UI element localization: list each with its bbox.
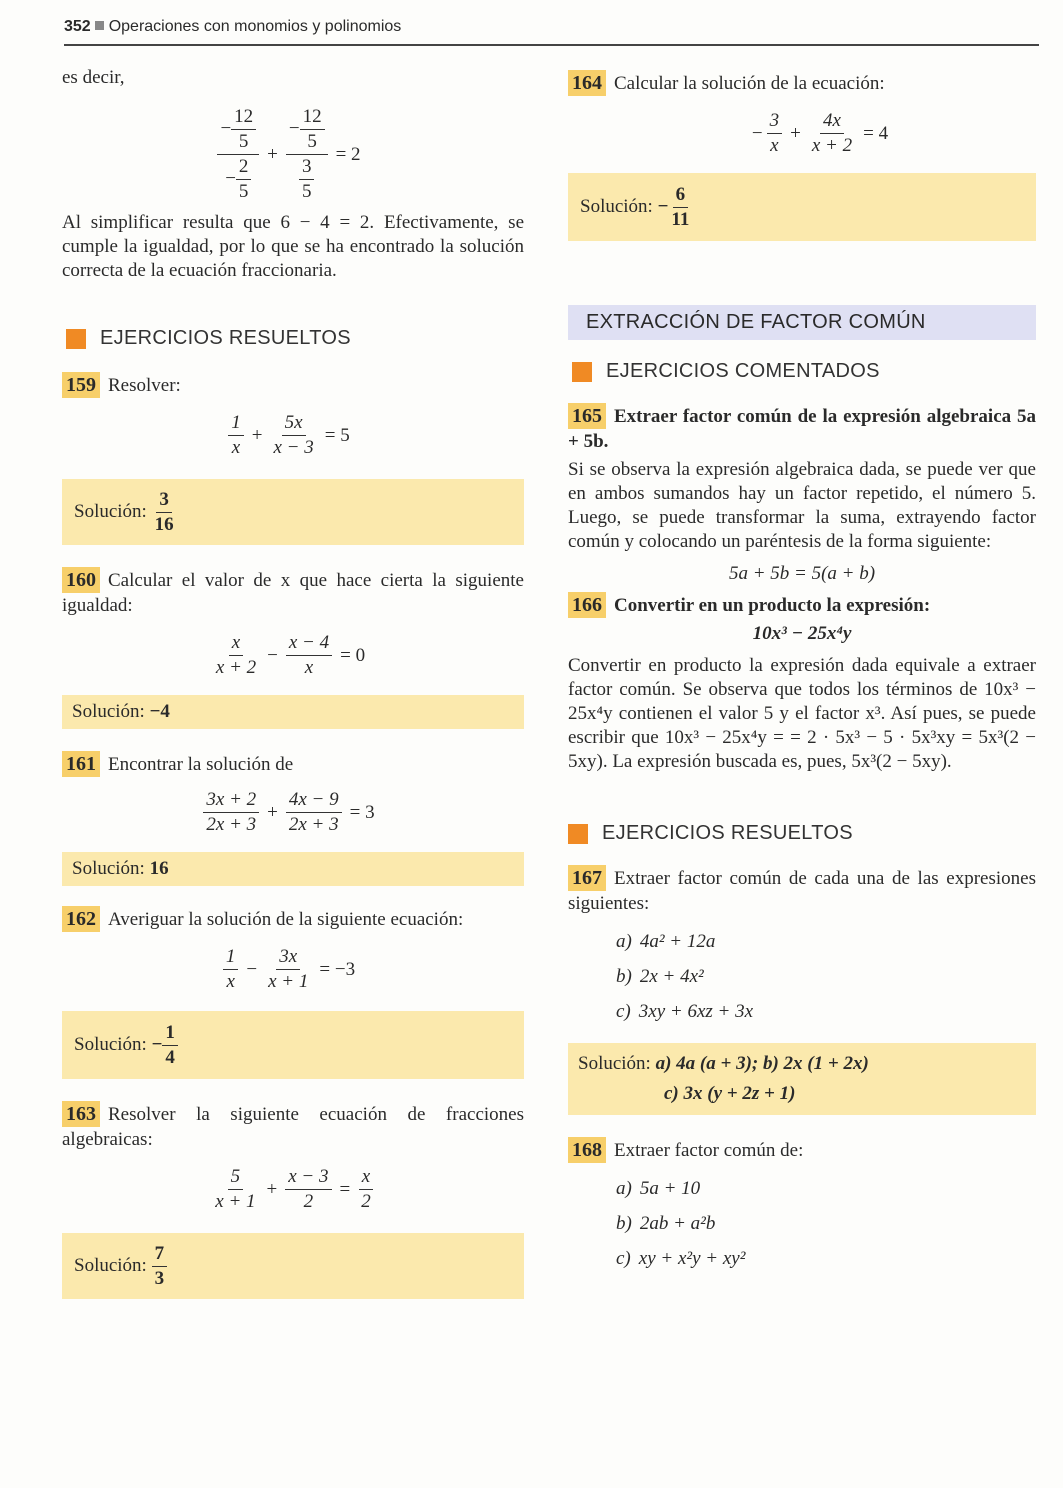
- list-item: a) 5a + 10: [616, 1178, 701, 1199]
- solution-162: Solución: − $\frac{1}{4}$: [62, 1011, 524, 1079]
- exercise-159: 159 Resolver:: [62, 372, 524, 398]
- exercise-168: 168 Extraer factor común de:: [568, 1137, 1036, 1163]
- exercise-165: 165 Extraer factor común de la expresión algebraica 5a + 5b.: [568, 405, 1036, 452]
- exercise-167-items: [616, 924, 1036, 1029]
- simplify-text: Al simplificar resulta que 6 − 4 = 2. Efectivamente, se cumple la igualdad, por lo que se ha encontrado la solución correcta de la ecuación fraccionaria.: [62, 212, 524, 281]
- equation-160: x x + 2 − $\frac{x - 4}{x}$ = 0: [215, 632, 366, 678]
- equation-163: 5 x + 1 + $\frac{x - 3}{2}$ = $\frac{x}{2}$: [62, 1166, 524, 1213]
- solution-163: Solución: 7 3: [62, 1233, 524, 1299]
- section-heading-resueltos: EJERCICIOS RESUELTOS: [66, 327, 524, 350]
- exercise-165-result: 5a + 5b = 5(a + b): [728, 563, 876, 584]
- verification-equation: − $\frac{12}{5}$ − $\frac{2}{5}$ + − $\frac{12}{5}$ $\frac{3}{5}$ = 2: [62, 106, 524, 203]
- exercise-number: 161: [62, 751, 100, 777]
- solution-159: Solución: 3 16: [62, 479, 524, 545]
- solution-160: Solución: −4: [62, 695, 524, 729]
- list-item: a) 4a² + 12a: [616, 931, 716, 952]
- left-column: [62, 60, 524, 1299]
- exercise-163: 163 Resolver la siguiente ecuación de fracciones algebraicas:: [62, 1103, 524, 1150]
- exercise-160: 160 Calcular el valor de x que hace cierta la siguiente igualdad:: [62, 569, 524, 616]
- equation-161: 3x + 2 2x + 3 + $\frac{4x - 9}{2x + 3}$ = 3: [62, 789, 524, 836]
- orange-square-icon: [66, 329, 86, 349]
- list-item: b) 2x + 4x²: [616, 966, 704, 987]
- exercise-number: 165: [568, 403, 606, 429]
- list-item: c) 3xy + 6xz + 3x: [616, 1001, 754, 1022]
- exercise-number: 167: [568, 865, 606, 891]
- exercise-number: 162: [62, 906, 100, 932]
- intro-text: es decir,: [62, 67, 125, 88]
- exercise-165-body: Si se observa la expresión algebraica dada, se puede ver que en ambos sumandos hay un factor repetido, el número 5. Luego, se puede transformar la suma, extrayendo factor común y colocando un paréntesis de la forma siguiente:: [568, 459, 1036, 552]
- section-heading-comentados: EJERCICIOS COMENTADOS: [572, 360, 1036, 383]
- exercise-number: 166: [568, 592, 606, 618]
- orange-square-icon: [568, 824, 588, 844]
- equation-159: 1 x + $\frac{5x}{x - 3}$ = 5: [62, 412, 524, 459]
- exercise-162: 162 Averiguar la solución de la siguiente ecuación:: [62, 906, 524, 932]
- list-item: c) xy + x²y + xy²: [616, 1248, 746, 1269]
- exercise-168-items: [616, 1171, 1036, 1276]
- exercise-number: 168: [568, 1137, 606, 1163]
- solution-161: Solución: 16: [62, 852, 524, 886]
- exercise-number: 163: [62, 1101, 100, 1127]
- exercise-166-body: Convertir en producto la expresión dada equivale a extraer factor común. Se observa que todos los términos de 10x³ − 25x⁴y contienen el valor 5 y el factor x³. Así pues, se puede escribir que 10x³ − 25x⁴y = = 2 · 5x³ − 5 · 5x³xy = 5x³(2 − 5xy). La expresión buscada es, pues, 5x³(2 − 5xy).: [568, 655, 1036, 772]
- section-band-factor-comun: EXTRACCIÓN DE FACTOR COMÚN: [568, 305, 1036, 340]
- exercise-166: 166 Convertir en un producto la expresión:: [568, 592, 1036, 618]
- list-item: b) 2ab + a²b: [616, 1213, 716, 1234]
- right-column: [568, 70, 1036, 1276]
- equation-162: 1 x − $\frac{3x}{x + 1}$ = −3: [62, 946, 524, 993]
- exercise-number: 160: [62, 567, 100, 593]
- exercise-166-expression: 10x³ − 25x⁴y: [752, 623, 852, 644]
- section-heading-resueltos-right: EJERCICIOS RESUELTOS: [568, 822, 1036, 845]
- exercise-161: 161 Encontrar la solución de: [62, 751, 524, 777]
- exercise-number: 159: [62, 372, 100, 398]
- solution-164: Solución: − $\frac{6}{11}$: [568, 173, 1036, 241]
- orange-square-icon: [572, 362, 592, 382]
- header-square-icon: [95, 21, 104, 30]
- page-number: 352: [64, 18, 91, 35]
- solution-167: Solución: a) 4a (a + 3); b) 2x (1 + 2x) c) 3x (y + 2z + 1): [568, 1043, 1036, 1115]
- exercise-167: 167 Extraer factor común de cada una de las expresiones siguientes:: [568, 867, 1036, 914]
- equation-164: − $\frac{3}{x}$ + $\frac{4x}{x + 2}$ = 4: [751, 110, 889, 156]
- page-header-title: Operaciones con monomios y polinomios: [108, 18, 402, 35]
- exercise-164: 164 Calcular la solución de la ecuación:: [568, 70, 1036, 96]
- page-header: [64, 18, 1039, 46]
- exercise-number: 164: [568, 70, 606, 96]
